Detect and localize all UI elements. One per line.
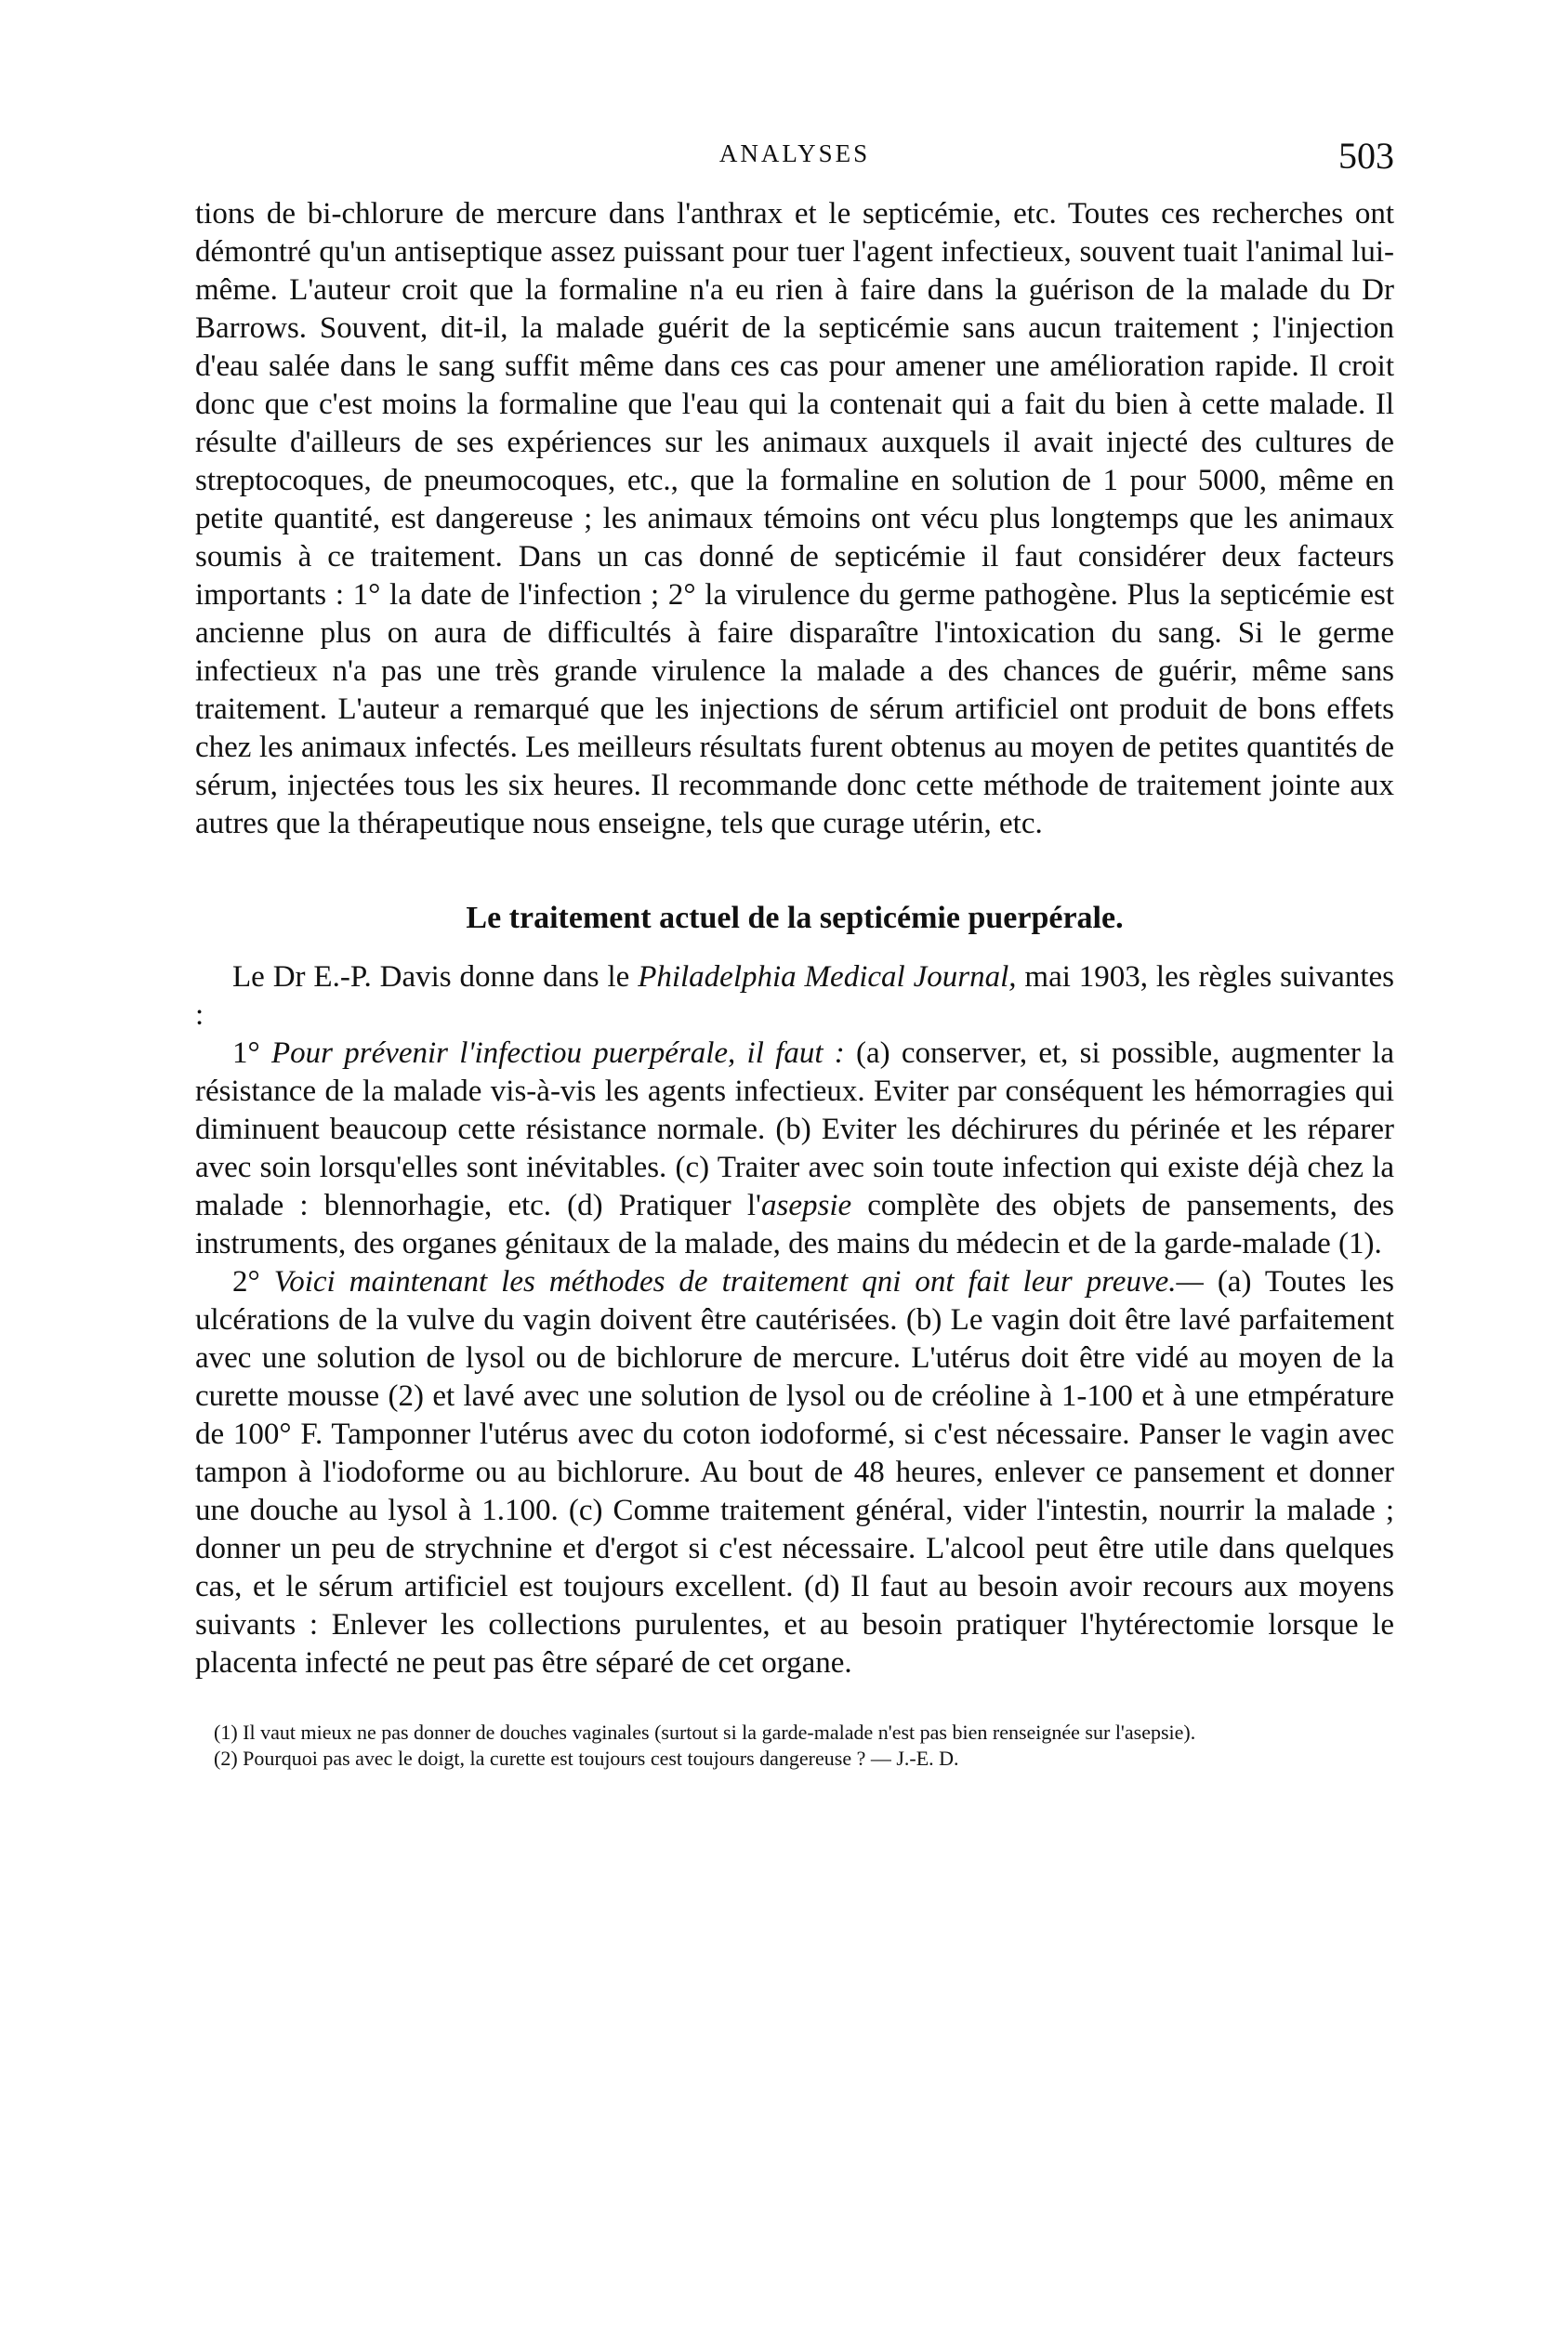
top-paragraph: tions de bi-chlorure de mercure dans l'anthrax et le septicémie, etc. Toutes ces recherches ont démontré qu'un antiseptique assez puissant pour tuer l'agent infectieux, souvent tuait l'animal lui-même. L'auteur croit que la formaline n'a eu rien à faire dans la guérison de la malade du Dr Barrows. Souvent, dit-il, la malade guérit de la septicémie sans aucun traitement ; l'injection d'eau salée dans le sang suffit même dans ces cas pour amener une amélioration rapide. Il croit donc que c'est moins la formaline que l'eau qui la contenait qui a fait du bien à cette malade. Il résulte d'ailleurs de ses expériences sur les animaux auxquels il avait injecté des cultures de streptocoques, de pneumocoques, etc., que la formaline en solution de 1 pour 5000, même en petite quantité, est dangereuse ; les animaux témoins ont vécu plus longtemps que les animaux soumis à ce traitement. Dans un cas donné de septicémie il faut considérer deux facteurs importants : 1° la date de l'infection ; 2° la virulence du germe pathogène. Plus la septicémie est ancienne plus on aura de difficultés à faire disparaître l'intoxication du sang. Si le germe infectieux n'a pas une très grande virulence la malade a des chances de guérir, même sans traitement. L'auteur a remarqué que les injections de sérum artificiel ont produit de bons effets chez les animaux infectés. Les meilleurs résultats furent obtenus au moyen de petites quantités de sérum, injectées tous les six heures. Il recommande donc cette méthode de traitement jointe aux autres que la thérapeutique nous enseigne, tels que curage utérin, etc. bbox=[195, 197, 1394, 840]
page-header bbox=[195, 135, 1394, 195]
section-intro bbox=[195, 958, 1394, 1035]
section-title: Le traitement actuel de la septicémie puerpérale. bbox=[466, 901, 1124, 935]
rule-1-heading: Pour prévenir l'infectiou puerpérale, il faut : bbox=[270, 1036, 845, 1070]
rule-1-number: 1° bbox=[232, 1036, 271, 1070]
rule-2-paragraph bbox=[195, 1263, 1394, 1682]
footnote-2: (2) Pourquoi pas avec le doigt, la curette est toujours cest toujours dangereuse ? — J.-E. D. bbox=[214, 1747, 959, 1770]
article-body bbox=[195, 195, 1394, 1682]
asepsie-term: asepsie bbox=[760, 1189, 852, 1222]
footnotes bbox=[195, 1720, 1394, 1772]
page bbox=[195, 135, 1395, 2240]
intro-before: Le Dr E.-P. Davis donne dans le bbox=[232, 960, 639, 994]
footnote-1: (1) Il vaut mieux ne pas donner de douches vaginales (surtout si la garde-malade n'est pas bien renseignée sur l'asepsie). bbox=[214, 1721, 1196, 1744]
rule-1-paragraph bbox=[195, 1035, 1394, 1263]
journal-name: Philadelphia Medical Journal, bbox=[638, 960, 1017, 994]
rule-1-text-a: (a) conserver, et, si possible, augmenter la résistance de la malade vis-à-vis les agents infectieux. Eviter par conséquent les hémorragies qui diminuent beaucoup cette résistance normale. (b) Eviter les déchirures du périnée et les réparer avec soin lorsqu'elles sont inévitables. (c) Traiter avec soin toute infection qui existe déjà chez la malade : blennorhagie, etc. (d) Pratiquer l' bbox=[195, 1036, 1394, 1222]
rule-1-text-b: complète des objets de pansements, des instruments, des organes génitaux de la malade, des mains du médecin et de la garde-malade (1). bbox=[195, 1189, 1394, 1260]
running-title: ANALYSES bbox=[718, 139, 871, 167]
page-number: 503 bbox=[1338, 135, 1394, 177]
rule-2-number: 2° bbox=[232, 1265, 274, 1299]
rule-2-heading: Voici maintenant les méthodes de traitement qni ont fait leur preuve.— bbox=[273, 1265, 1204, 1299]
rule-2-text: (a) Toutes les ulcérations de la vulve du vagin doivent être cautérisées. (b) Le vagin doit être lavé parfaitement avec une solution de lysol ou de bichlorure de mercure. L'utérus doit être vidé au moyen de la curette mousse (2) et lavé avec une solution de lysol ou de créoline à 1-100 et à une etmpérature de 100° F. Tamponner l'utérus avec du coton iodoformé, si c'est nécessaire. Panser le vagin avec tampon à l'iodoforme ou au bichlorure. Au bout de 48 heures, enlever ce pansement et donner une douche au lysol à 1.100. (c) Comme traitement général, vider l'intestin, nourrir la malade ; donner un peu de strychnine et d'ergot si c'est nécessaire. L'alcool peut être utile dans quelques cas, et le sérum artificiel est toujours excellent. (d) Il faut au besoin avoir recours aux moyens suivants : Enlever les collections purulentes, et au besoin pratiquer l'hytérectomie lorsque le placenta infecté ne peut pas être séparé de cet organe. bbox=[195, 1265, 1395, 1680]
intro-after: mai 1903, les règles suivantes : bbox=[195, 960, 1394, 1032]
